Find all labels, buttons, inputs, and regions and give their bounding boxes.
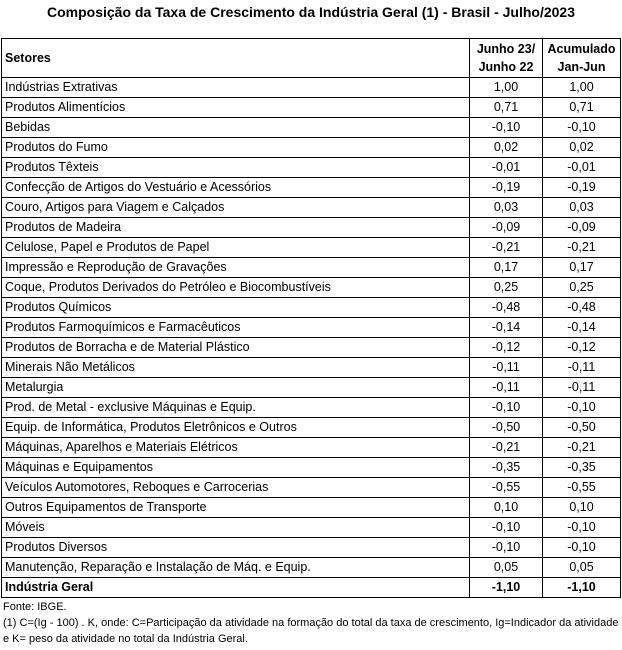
table-row xyxy=(2,558,621,578)
row-junho-value: -0,21 xyxy=(470,238,543,258)
table-row xyxy=(2,98,621,118)
row-junho-value: 0,02 xyxy=(470,138,543,158)
table-row xyxy=(2,498,621,518)
table-body xyxy=(2,78,621,578)
table-row xyxy=(2,478,621,498)
row-acumulado-value: 0,02 xyxy=(543,138,621,158)
total-junho-value: -1,10 xyxy=(470,578,543,598)
row-setor: Produtos Diversos xyxy=(2,538,470,558)
row-setor: Indústrias Extrativas xyxy=(2,78,470,98)
row-acumulado-value: -0,10 xyxy=(543,538,621,558)
row-acumulado-value: -0,10 xyxy=(543,118,621,138)
table-row xyxy=(2,218,621,238)
header-junho-line2: Junho 22 xyxy=(478,60,534,74)
header-junho xyxy=(470,39,543,78)
table-row xyxy=(2,538,621,558)
total-setor: Indústria Geral xyxy=(2,578,470,598)
row-setor: Produtos de Madeira xyxy=(2,218,470,238)
row-junho-value: -0,19 xyxy=(470,178,543,198)
row-setor: Manutenção, Reparação e Instalação de Máq. e Equip. xyxy=(2,558,470,578)
row-setor: Produtos Farmoquímicos e Farmacêuticos xyxy=(2,318,470,338)
table-row xyxy=(2,518,621,538)
source-note: Fonte: IBGE. xyxy=(3,601,67,613)
row-acumulado-value: -0,12 xyxy=(543,338,621,358)
row-acumulado-value: 0,05 xyxy=(543,558,621,578)
row-junho-value: -0,21 xyxy=(470,438,543,458)
table-row xyxy=(2,178,621,198)
row-acumulado-value: 0,03 xyxy=(543,198,621,218)
row-acumulado-value: -0,21 xyxy=(543,438,621,458)
row-acumulado-value: -0,01 xyxy=(543,158,621,178)
table-row xyxy=(2,358,621,378)
row-acumulado-value: 0,25 xyxy=(543,278,621,298)
row-junho-value: -0,10 xyxy=(470,398,543,418)
header-acumulado xyxy=(543,39,621,78)
row-setor: Equip. de Informática, Produtos Eletrônicos e Outros xyxy=(2,418,470,438)
table-row xyxy=(2,138,621,158)
table-row xyxy=(2,418,621,438)
row-junho-value: -0,10 xyxy=(470,518,543,538)
row-setor: Couro, Artigos para Viagem e Calçados xyxy=(2,198,470,218)
row-setor: Produtos Químicos xyxy=(2,298,470,318)
total-acumulado-value: -1,10 xyxy=(543,578,621,598)
document-title: Composição da Taxa de Crescimento da Indústria Geral (1) - Brasil - Julho/2023 xyxy=(46,4,575,20)
row-junho-value: -0,35 xyxy=(470,458,543,478)
row-junho-value: -0,10 xyxy=(470,118,543,138)
row-junho-value: 0,25 xyxy=(470,278,543,298)
table-row xyxy=(2,238,621,258)
row-setor: Coque, Produtos Derivados do Petróleo e Biocombustíveis xyxy=(2,278,470,298)
row-setor: Minerais Não Metálicos xyxy=(2,358,470,378)
row-acumulado-value: -0,19 xyxy=(543,178,621,198)
row-acumulado-value: -0,14 xyxy=(543,318,621,338)
row-setor: Máquinas e Equipamentos xyxy=(2,458,470,478)
row-acumulado-value: -0,09 xyxy=(543,218,621,238)
row-junho-value: -0,11 xyxy=(470,358,543,378)
row-acumulado-value: -0,50 xyxy=(543,418,621,438)
row-acumulado-value: -0,10 xyxy=(543,518,621,538)
row-setor: Outros Equipamentos de Transporte xyxy=(2,498,470,518)
row-junho-value: 1,00 xyxy=(470,78,543,98)
row-acumulado-value: -0,11 xyxy=(543,378,621,398)
row-junho-value: -0,12 xyxy=(470,338,543,358)
table-header-row xyxy=(2,39,621,78)
table-row xyxy=(2,298,621,318)
row-acumulado-value: 1,00 xyxy=(543,78,621,98)
row-setor: Produtos Têxteis xyxy=(2,158,470,178)
table-row xyxy=(2,458,621,478)
row-setor: Metalurgia xyxy=(2,378,470,398)
row-setor: Máquinas, Aparelhos e Materiais Elétricos xyxy=(2,438,470,458)
row-setor: Móveis xyxy=(2,518,470,538)
row-junho-value: 0,10 xyxy=(470,498,543,518)
header-setores: Setores xyxy=(2,39,470,78)
row-junho-value: -0,48 xyxy=(470,298,543,318)
row-junho-value: -0,11 xyxy=(470,378,543,398)
row-junho-value: -0,10 xyxy=(470,538,543,558)
table-row xyxy=(2,398,621,418)
row-junho-value: -0,01 xyxy=(470,158,543,178)
row-acumulado-value: 0,17 xyxy=(543,258,621,278)
table-row xyxy=(2,258,621,278)
total-row xyxy=(2,578,621,598)
row-acumulado-value: -0,55 xyxy=(543,478,621,498)
table-row xyxy=(2,438,621,458)
row-junho-value: 0,17 xyxy=(470,258,543,278)
header-acumulado-line2: Jan-Jun xyxy=(557,60,606,74)
row-acumulado-value: -0,35 xyxy=(543,458,621,478)
growth-composition-table xyxy=(1,38,621,598)
row-junho-value: -0,09 xyxy=(470,218,543,238)
row-junho-value: -0,50 xyxy=(470,418,543,438)
footnotes xyxy=(3,599,619,647)
row-junho-value: 0,71 xyxy=(470,98,543,118)
row-junho-value: 0,05 xyxy=(470,558,543,578)
table-row xyxy=(2,278,621,298)
table-row xyxy=(2,78,621,98)
row-setor: Produtos Alimentícios xyxy=(2,98,470,118)
table-row xyxy=(2,378,621,398)
row-acumulado-value: 0,10 xyxy=(543,498,621,518)
row-setor: Bebidas xyxy=(2,118,470,138)
table-row xyxy=(2,318,621,338)
header-junho-line1: Junho 23/ xyxy=(476,42,536,56)
row-acumulado-value: -0,10 xyxy=(543,398,621,418)
row-setor: Produtos de Borracha e de Material Plástico xyxy=(2,338,470,358)
row-acumulado-value: -0,21 xyxy=(543,238,621,258)
table-row xyxy=(2,338,621,358)
row-setor: Celulose, Papel e Produtos de Papel xyxy=(2,238,470,258)
row-junho-value: -0,14 xyxy=(470,318,543,338)
row-acumulado-value: 0,71 xyxy=(543,98,621,118)
header-acumulado-line1: Acumulado xyxy=(547,42,616,56)
row-setor: Veículos Automotores, Reboques e Carrocerias xyxy=(2,478,470,498)
row-acumulado-value: -0,11 xyxy=(543,358,621,378)
row-junho-value: -0,55 xyxy=(470,478,543,498)
row-setor: Produtos do Fumo xyxy=(2,138,470,158)
row-setor: Confecção de Artigos do Vestuário e Acessórios xyxy=(2,178,470,198)
row-acumulado-value: -0,48 xyxy=(543,298,621,318)
table-row xyxy=(2,118,621,138)
table-row xyxy=(2,158,621,178)
row-setor: Impressão e Reprodução de Gravações xyxy=(2,258,470,278)
row-setor: Prod. de Metal - exclusive Máquinas e Equip. xyxy=(2,398,470,418)
formula-note: (1) C=(Ig - 100) . K, onde: C=Participação da atividade na formação do total da taxa de crescimento, Ig=Indicador da atividade e K= peso da atividade no total da Indústria Geral. xyxy=(3,617,619,645)
row-junho-value: 0,03 xyxy=(470,198,543,218)
table-row xyxy=(2,198,621,218)
